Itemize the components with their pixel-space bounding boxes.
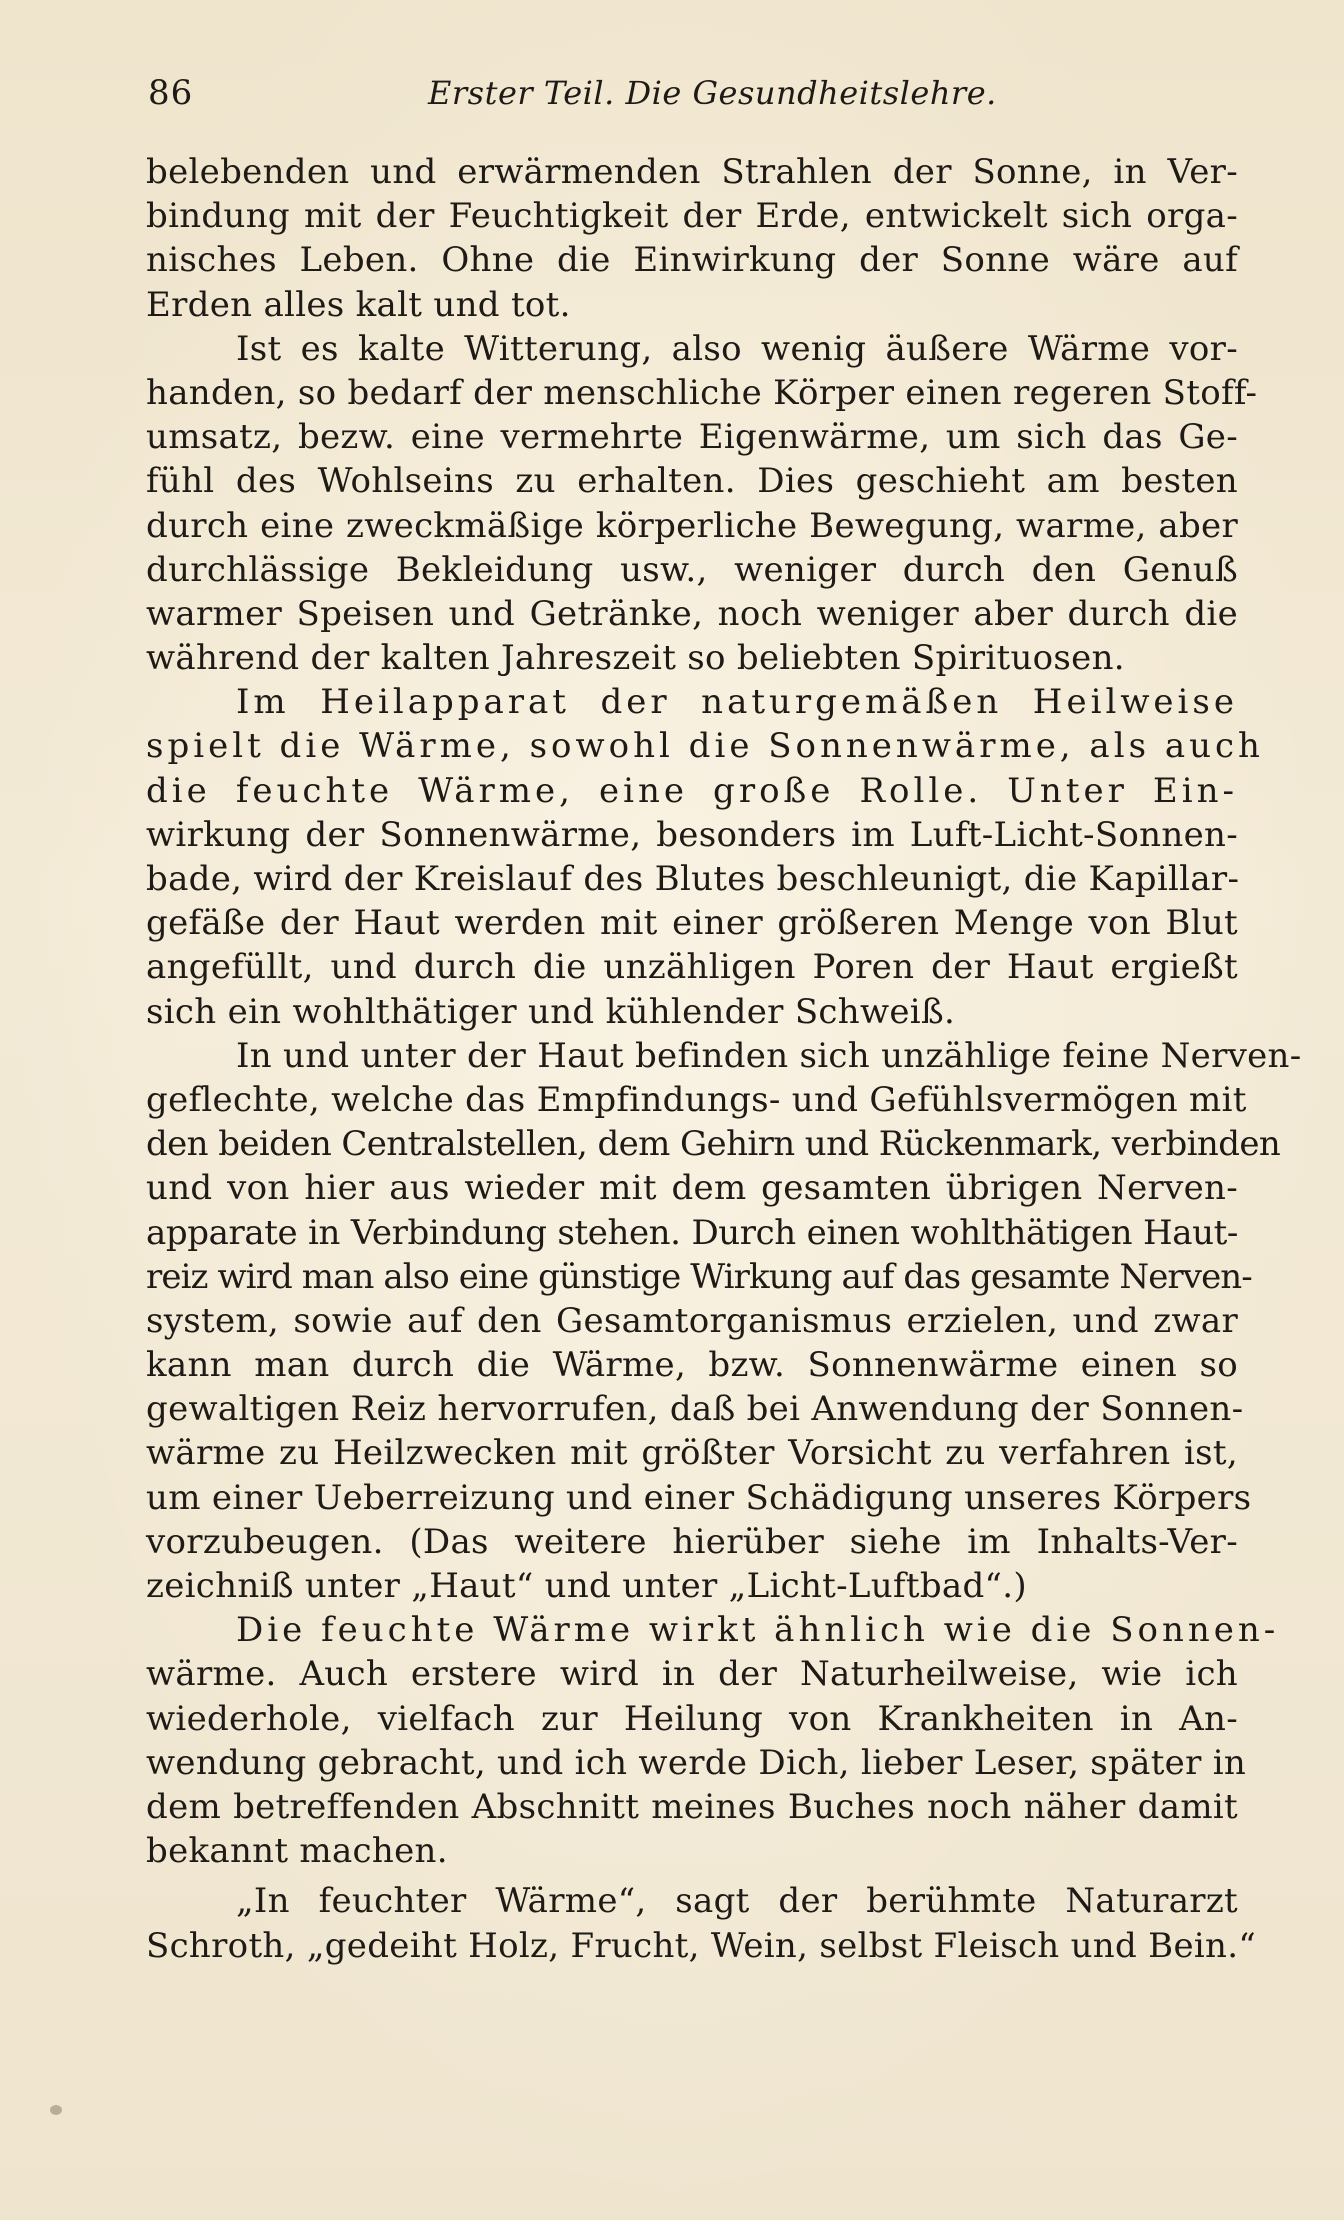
text-line: wirkung der Sonnenwärme, besonders im Luft-Licht-Sonnen-	[146, 814, 1238, 855]
text-line: gefäße der Haut werden mit einer größeren Menge von Blut	[146, 903, 1238, 944]
text-line: durchlässige Bekleidung usw., weniger durch den Genuß	[146, 549, 1238, 590]
text-line: „In feuchter Wärme“, sagt der berühmte Naturarzt	[236, 1881, 1238, 1922]
text-line: reiz wird man also eine günstige Wirkung auf das gesamte Nerven-	[146, 1256, 1252, 1297]
text-line: apparate in Verbindung stehen. Durch einen wohlthätigen Haut-	[146, 1212, 1238, 1253]
text-line: sich ein wohlthätiger und kühlender Schweiß.	[146, 991, 956, 1032]
text-line: dem betreffenden Abschnitt meines Buches noch näher damit	[146, 1786, 1238, 1827]
text-line: und von hier aus wieder mit dem gesamten übrigen Nerven-	[146, 1168, 1238, 1209]
text-line: um einer Ueberreizung und einer Schädigung unseres Körpers	[146, 1477, 1252, 1518]
text-line: Erden alles kalt und tot.	[146, 284, 571, 325]
text-line: bekannt machen.	[146, 1831, 448, 1872]
text-line: nisches Leben. Ohne die Einwirkung der Sonne wäre auf	[146, 240, 1238, 281]
text-line: bindung mit der Feuchtigkeit der Erde, entwickelt sich orga-	[146, 196, 1238, 237]
text-line: system, sowie auf den Gesamtorganismus erzielen, und zwar	[146, 1300, 1238, 1341]
text-line: wendung gebracht, und ich werde Dich, lieber Leser, später in	[146, 1742, 1247, 1783]
text-line: Die feuchte Wärme wirkt ähnlich wie die Sonnen-	[236, 1610, 1280, 1651]
running-head	[148, 68, 1236, 118]
text-line: umsatz, bezw. eine vermehrte Eigenwärme, um sich das Ge-	[146, 417, 1238, 458]
text-line: bade, wird der Kreislauf des Blutes beschleunigt, die Kapillar-	[146, 859, 1240, 899]
text-line: belebenden und erwärmenden Strahlen der Sonne, in Ver-	[146, 152, 1238, 192]
text-line: warmer Speisen und Getränke, noch weniger aber durch die	[146, 593, 1238, 634]
text-line: während der kalten Jahreszeit so beliebten Spirituosen.	[146, 638, 1125, 679]
text-line: durch eine zweckmäßige körperliche Bewegung, warme, aber	[146, 505, 1238, 546]
text-line: Schroth, „gedeiht Holz, Frucht, Wein, selbst Fleisch und Bein.“	[146, 1925, 1257, 1966]
body-text	[146, 150, 1302, 1968]
running-title: Erster Teil. Die Gesundheitslehre.	[428, 74, 997, 112]
text-line: angefüllt, und durch die unzähligen Poren der Haut ergießt	[146, 947, 1238, 988]
text-line: fühl des Wohlseins zu erhalten. Dies geschieht am besten	[146, 461, 1238, 502]
text-line: handen, so bedarf der menschliche Körper einen regeren Stoff-	[146, 372, 1258, 413]
text-line: kann man durch die Wärme, bzw. Sonnenwärme einen so	[146, 1345, 1238, 1386]
text-line: den beiden Centralstellen, dem Gehirn und Rückenmark, verbinden	[146, 1124, 1281, 1165]
text-line: vorzubeugen. (Das weitere hierüber siehe im Inhalts-Ver-	[146, 1521, 1238, 1562]
text-line: In und unter der Haut befinden sich unzählige feine Nerven-	[236, 1035, 1302, 1076]
text-line: spielt die Wärme, sowohl die Sonnenwärme, als auch	[146, 726, 1264, 767]
text-line: die feuchte Wärme, eine große Rolle. Unter Ein-	[146, 770, 1238, 811]
ink-smudge	[50, 2105, 62, 2115]
text-line: zeichniß unter „Haut“ und unter „Licht-Luftbad“.)	[146, 1566, 1027, 1606]
text-line: wärme. Auch erstere wird in der Naturheilweise, wie ich	[146, 1654, 1238, 1695]
text-line: geflechte, welche das Empfindungs- und Gefühlsvermögen mit	[146, 1079, 1247, 1120]
page-number: 86	[148, 73, 194, 113]
text-line: Im Heilapparat der naturgemäßen Heilweise	[236, 682, 1238, 723]
text-line: gewaltigen Reiz hervorrufen, daß bei Anwendung der Sonnen-	[146, 1389, 1244, 1430]
text-line: Ist es kalte Witterung, also wenig äußere Wärme vor-	[236, 328, 1238, 369]
text-line: wiederhole, vielfach zur Heilung von Krankheiten in An-	[146, 1698, 1238, 1739]
text-line: wärme zu Heilzwecken mit größter Vorsicht zu verfahren ist,	[146, 1433, 1238, 1474]
